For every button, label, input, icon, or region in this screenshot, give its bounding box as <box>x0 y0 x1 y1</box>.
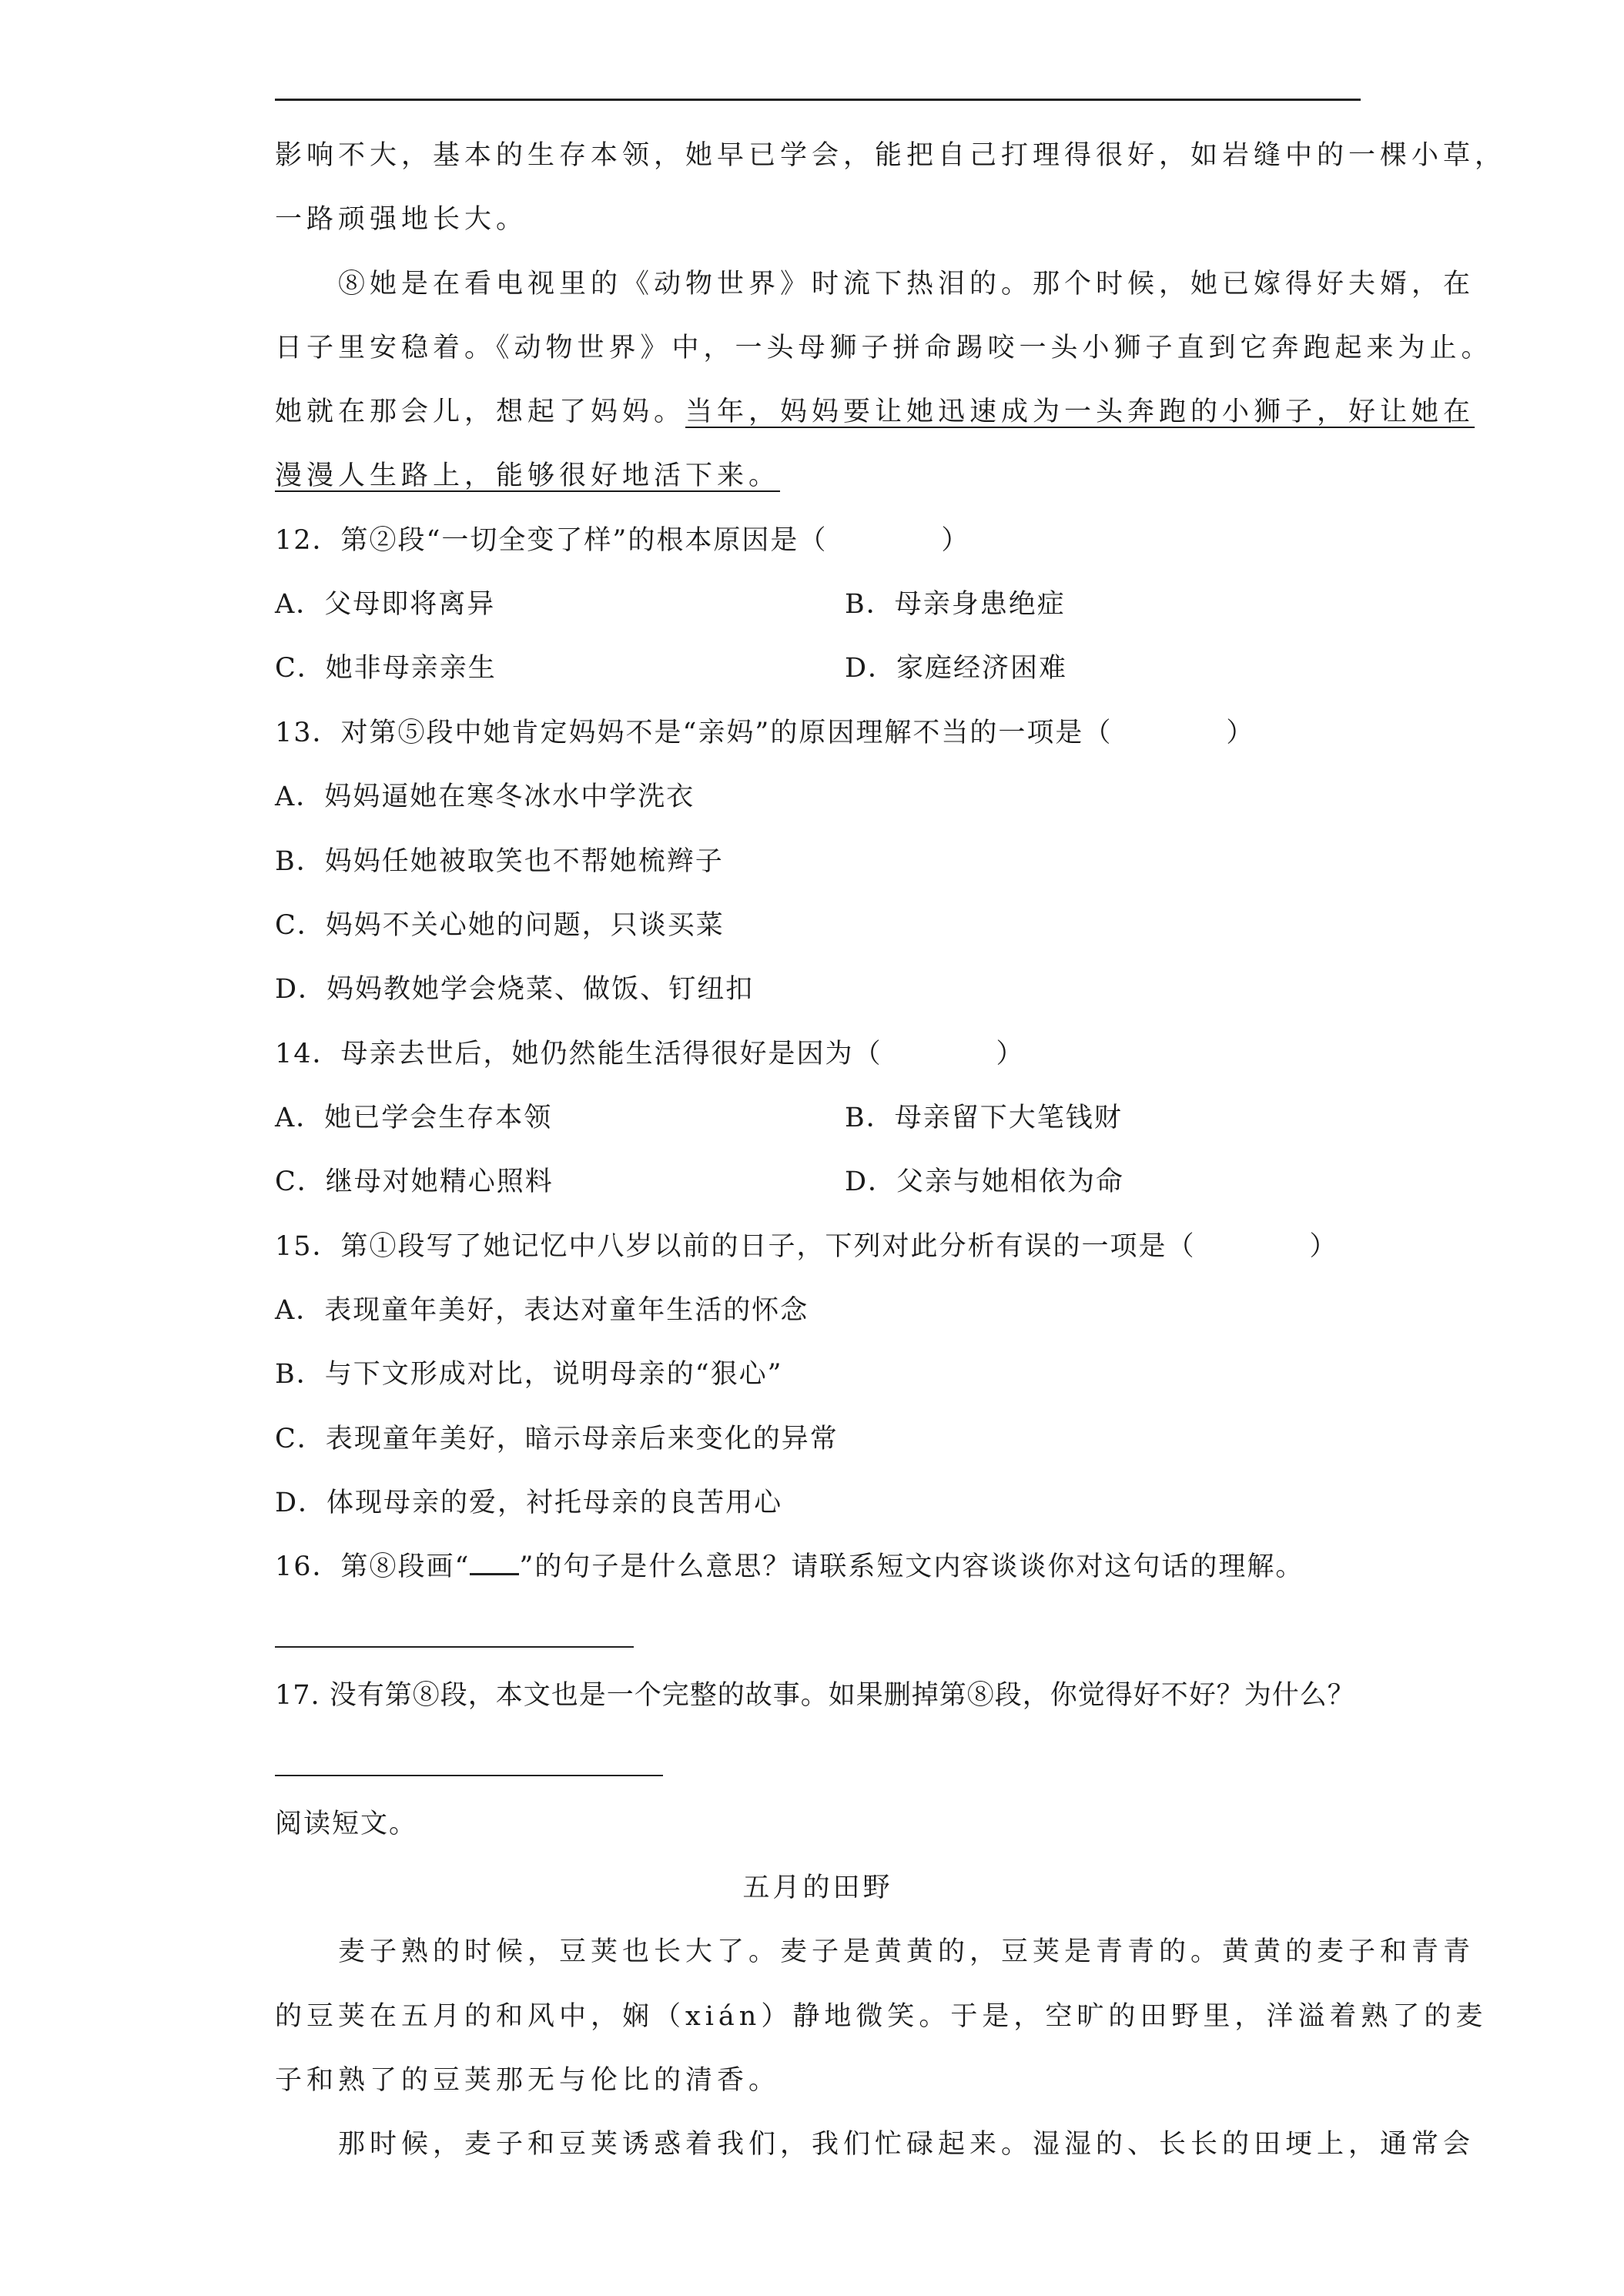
underlined-sentence: 当年，妈妈要让她迅速成为一头奔跑的小狮子，好让她在 <box>685 397 1475 427</box>
option-14c[interactable]: C．继母对她精心照料 <box>275 1166 554 1197</box>
option-14b[interactable]: B．母亲留下大笔钱财 <box>845 1103 1123 1133</box>
passage-line: 影响不大，基本的生存本领，她早已学会，能把自己打理得很好，如岩缝中的一棵小草， <box>275 140 1507 171</box>
passage-line: 一路顽强地长大。 <box>275 204 528 235</box>
passage-text: 她就在那会儿，想起了妈妈。 <box>275 397 686 427</box>
option-14a[interactable]: A．她已学会生存本领 <box>275 1103 553 1133</box>
option-15a[interactable]: A．表现童年美好，表达对童年生活的怀念 <box>275 1295 809 1326</box>
option-14d[interactable]: D．父亲与她相依为命 <box>845 1166 1125 1197</box>
option-12d[interactable]: D．家庭经济困难 <box>845 653 1068 684</box>
passage-line: 日子里安稳着。《动物世界》中，一头母狮子拼命踢咬一头小狮子直到它奔跑起来为止。 <box>275 333 1493 363</box>
option-13b[interactable]: B．妈妈任她被取笑也不帮她梳辫子 <box>275 846 724 877</box>
header-rule <box>275 99 1361 101</box>
option-12b[interactable]: B．母亲身患绝症 <box>845 589 1066 620</box>
option-15c[interactable]: C．表现童年美好，暗示母亲后来变化的异常 <box>275 1424 839 1454</box>
passage-line: 那时候，麦子和豆荚诱惑着我们，我们忙碌起来。湿湿的、长长的田埂上，通常会 <box>338 2129 1475 2160</box>
option-13d[interactable]: D．妈妈教她学会烧菜、做饭、钉纽扣 <box>275 974 755 1005</box>
underlined-sentence: 漫漫人生路上，能够很好地活下来。 <box>275 460 781 491</box>
question-12-stem: 12．第②段“一切全变了样”的根本原因是（ ） <box>275 525 970 556</box>
passage-line <box>275 393 1475 431</box>
option-13c[interactable]: C．妈妈不关心她的问题，只谈买菜 <box>275 910 725 941</box>
option-12c[interactable]: C．她非母亲亲生 <box>275 653 497 684</box>
passage-line: 麦子熟的时候，豆荚也长大了。麦子是黄黄的，豆荚是青青的。黄黄的麦子和青青 <box>338 1936 1475 1967</box>
option-15b[interactable]: B．与下文形成对比，说明母亲的“狠心” <box>275 1359 783 1390</box>
passage-title: 五月的田野 <box>742 1873 893 1903</box>
passage-line <box>275 457 1361 495</box>
question-15-stem: 15．第①段写了她记忆中八岁以前的日子，下列对此分析有误的一项是（ ） <box>275 1231 1338 1262</box>
passage-line: 子和熟了的豆荚那无与伦比的清香。 <box>275 2065 781 2096</box>
question-13-stem: 13．对第⑤段中她肯定妈妈不是“亲妈”的原因理解不当的一项是（ ） <box>275 718 1255 748</box>
answer-line-16[interactable] <box>275 1646 634 1648</box>
reading-instruction: 阅读短文。 <box>275 1809 418 1839</box>
underline-marker <box>470 1551 519 1575</box>
question-14-stem: 14．母亲去世后，她仍然能生活得很好是因为（ ） <box>275 1039 1025 1069</box>
question-16-text: ”的句子是什么意思？请联系短文内容谈谈你对这句话的理解。 <box>519 1551 1304 1582</box>
question-17-stem: 17. 没有第⑧段，本文也是一个完整的故事。如果删掉第⑧段，你觉得好不好？为什么？ <box>275 1680 1355 1711</box>
option-12a[interactable]: A．父母即将离异 <box>275 589 496 620</box>
option-15d[interactable]: D．体现母亲的爱，衬托母亲的良苦用心 <box>275 1488 783 1518</box>
option-13a[interactable]: A．妈妈逼她在寒冬冰水中学洗衣 <box>275 782 695 812</box>
answer-line-17[interactable] <box>275 1775 663 1776</box>
passage-line: ⑧她是在看电视里的《动物世界》时流下热泪的。那个时候，她已嫁得好夫婿，在 <box>338 269 1475 300</box>
question-16-text: 16．第⑧段画“ <box>275 1551 470 1582</box>
passage-line: 的豆荚在五月的和风中，娴（xián）静地微笑。于是，空旷的田野里，洋溢着熟了的麦 <box>275 2001 1488 2032</box>
question-16-stem <box>275 1548 1361 1586</box>
